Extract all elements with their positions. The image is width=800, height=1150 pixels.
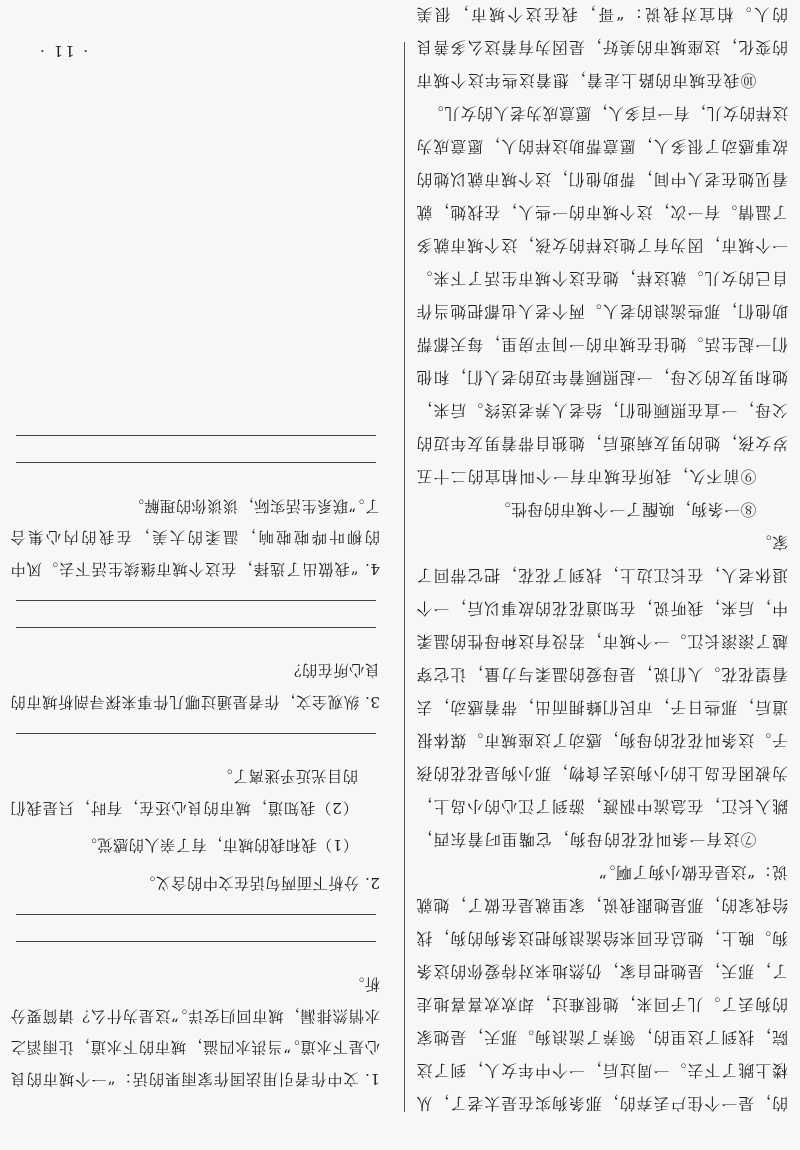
questions-section <box>10 70 380 1110</box>
sub-question: （1）我和我的城市，有了亲人的感觉。 <box>81 836 358 855</box>
answer-line[interactable] <box>16 463 376 464</box>
answer-line[interactable] <box>16 914 376 915</box>
answer-line[interactable] <box>16 436 376 437</box>
page-number: · 11 · <box>38 42 89 60</box>
answer-line[interactable] <box>16 733 376 734</box>
question: 1. 文中作者引用法国作家雨果的话：“一个城市的良心是下水道。”当洪水四溢，城市的下水道，让雨滔之水悄然排漏，城市回归安详。”这是为什么？请简要分析。 <box>10 975 380 1088</box>
column-divider <box>404 42 405 1112</box>
passage-paragraph: ⑩我在城市的路上走着，想着这些年这个城市的变化，这座城市的美好，是因为有着这么多善良的人。柏宜对我说：“哥，我在这个城市，很美 <box>416 5 788 90</box>
passage-paragraph: ⑨前不久，我所在城市有一个叫柏宜的二十五岁女孩，她的男友病逝后，她独自带着男友年迈的父母，一直在照顾他们，给老人养老送终。后来，她和男友的父母，一起照顾着年迈的老人们，和他们一起生活。她住在城市的一间平房里，每天都帮助他们，那些流浪的老人。两个老人也都把她当作自己的女儿。就这样，她在这个城市生活了下来。一个城市，因为有了她这样的女孩，这个城市就多了温情。有一次，这个城市的一些人，在找她，就看见她在老人中间，帮助他们，这个城市就以她的故事感动了很多人，愿意帮助这样的人，愿意成为这样的女儿，有一百多人，愿意成为老人的女儿。 <box>416 104 788 486</box>
reading-passage <box>416 5 788 1120</box>
question: 3. 纵观全文，作者是通过哪几件事来探寻剖析城市的良心所在的？ <box>10 661 380 711</box>
answer-line[interactable] <box>16 600 376 601</box>
answer-line[interactable] <box>16 941 376 942</box>
passage-paragraph: ⑦这有一条叫花花的母狗，它嘴里叼着东西，跳入长江，在急流中泅渡，游到了江心的小岛上，为被困在岛上的小狗送去食物，那小狗是花花的孩子。这条叫花花的母狗，感动了这座城市。媒体报道后，那些日子，市民们蜂拥而出，带着感动，去看望花花。人们说，是母爱的温柔与力量，让它穿越了滚滚长江。一个城市，若没有这种母性的温柔中，后来，我听说，在知道花花的故事以后，一个退休老人，在长江边上，找到了花花，把它带回了家。 <box>416 533 788 849</box>
answer-line[interactable] <box>16 627 376 628</box>
passage-paragraph: ⑧一条狗，唤醒了一个城市的母性。 <box>494 500 757 519</box>
sub-question: （2）我知道，城市的良心还在，有时，只是我们的目光近乎迷离了。 <box>10 767 358 817</box>
question: 2. 分析下面两句话在文中的含义。 <box>139 874 380 892</box>
question: 4. “我做出了选择，在这个城市继续生活下去。风中的柳叶哗啦啦响，温柔的大美，在我的内心集合了。”联系生活实际，谈谈你的理解。 <box>10 497 380 578</box>
passage-paragraph: 的，是一个住户丢弃的，那条狗实在是太老了，从楼上跳了下去。一周过后，一个中年女人，到了这院，找到了这里的，领养了流浪狗。那天，是她家的狗丢了。儿子回来，她很难过，却欢欢喜喜地走了，那天，是她把自家，仍然地来对待爱你的这条狗。晚上，她总在回来给流浪狗把这条狗的狗，找给我家的，那是她跟我说，家里就是在做了，她就说：“这是在做小狗了啊。” <box>416 863 788 1113</box>
